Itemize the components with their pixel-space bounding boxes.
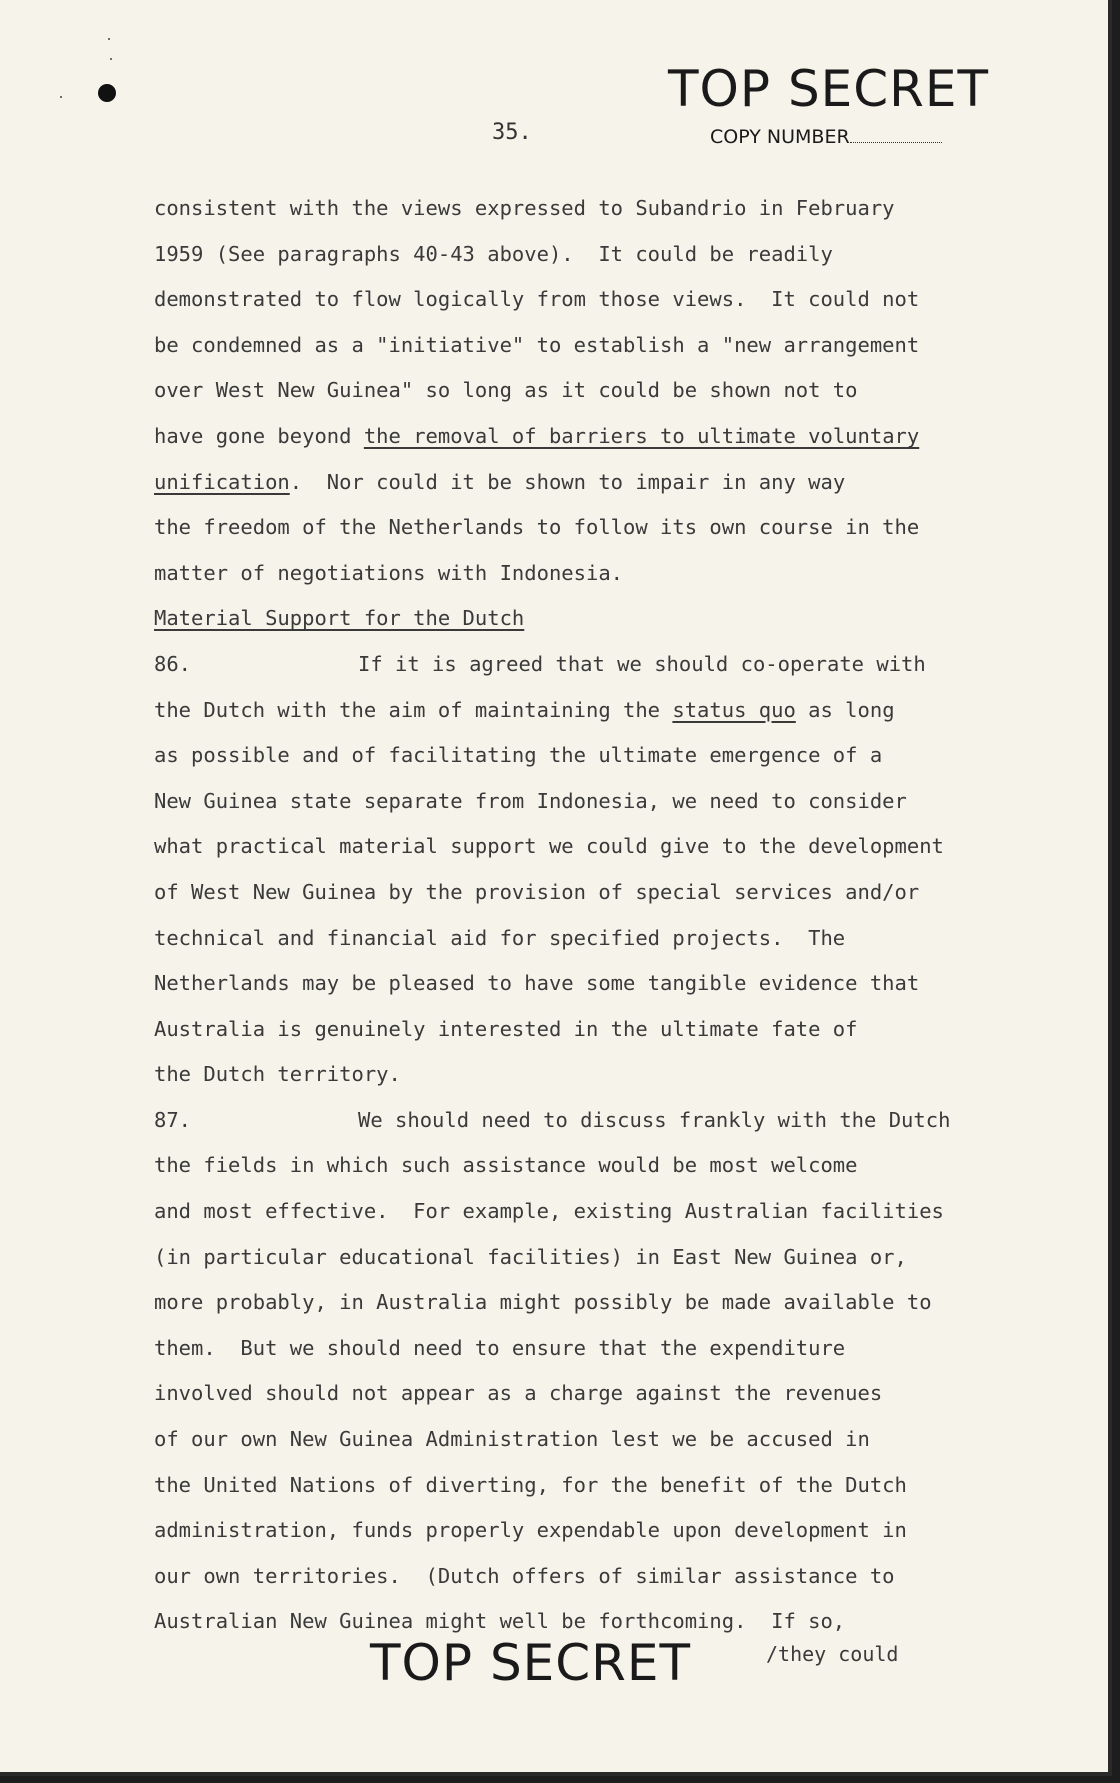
- underlined-text: Material Support for the Dutch: [154, 606, 525, 631]
- intro-paragraph: [154, 186, 1034, 642]
- text-line: and most effective. For example, existing Australian facilities: [154, 1199, 944, 1224]
- copy-number: [710, 126, 942, 148]
- para-87-text: We should need to discuss frankly with the Dutch: [358, 1107, 951, 1132]
- text-line: our own territories. (Dutch offers of similar assistance to: [154, 1563, 895, 1588]
- text-segment: the Dutch with the aim of maintaining the: [154, 697, 673, 722]
- underlined-text: unification: [154, 469, 290, 494]
- para-86-first-line: [154, 642, 1034, 688]
- copy-number-blank: [850, 142, 942, 143]
- text-line: the freedom of the Netherlands to follow its own course in the: [154, 515, 920, 540]
- page-number: 35.: [492, 120, 532, 145]
- text-line: be condemned as a "initiative" to establish a "new arrangement: [154, 332, 920, 357]
- body-text: [154, 186, 1034, 1645]
- para-86-text: If it is agreed that we should co-operate with: [358, 651, 926, 676]
- text-line: of West New Guinea by the provision of special services and/or: [154, 879, 920, 904]
- text-line: involved should not appear as a charge against the revenues: [154, 1381, 883, 1406]
- catchword: /they could: [766, 1642, 899, 1666]
- copy-number-label: COPY NUMBER: [710, 126, 850, 148]
- classification-stamp-bottom: TOP SECRET: [370, 1634, 692, 1692]
- text-segment: have gone beyond: [154, 423, 364, 448]
- text-line: consistent with the views expressed to Subandrio in February: [154, 196, 895, 220]
- text-line: Australia is genuinely interested in the ultimate fate of: [154, 1016, 858, 1041]
- text-line: over West New Guinea" so long as it could be shown not to: [154, 378, 858, 403]
- text-line: of our own New Guinea Administration lest we be accused in: [154, 1427, 870, 1452]
- text-line: the fields in which such assistance would be most welcome: [154, 1153, 858, 1178]
- punch-hole: [98, 84, 116, 102]
- text-line: administration, funds properly expendable upon development in: [154, 1518, 907, 1543]
- text-line: (in particular educational facilities) in East New Guinea or,: [154, 1244, 907, 1269]
- text-line: matter of negotiations with Indonesia.: [154, 560, 623, 585]
- text-segment: as long: [795, 697, 895, 722]
- text-line: Australian New Guinea might well be forthcoming. If so,: [154, 1609, 846, 1634]
- para-87-first-line: [154, 1098, 1034, 1144]
- paragraph-number: 87.: [154, 1107, 192, 1132]
- underlined-text: the removal of barriers to ultimate voluntary: [363, 423, 920, 448]
- text-line: demonstrated to flow logically from those views. It could not: [154, 287, 920, 312]
- text-line: what practical material support we could give to the development: [154, 834, 944, 859]
- para-86-line-2: [154, 688, 1034, 734]
- text-line: technical and financial aid for specified projects. The: [154, 925, 846, 950]
- speck: [110, 58, 112, 60]
- speck: [108, 38, 110, 40]
- text-line: them. But we should need to ensure that the expenditure: [154, 1335, 846, 1360]
- text-line: 1959 (See paragraphs 40-43 above). It could be readily: [154, 241, 833, 266]
- text-line: more probably, in Australia might possibly be made available to: [154, 1290, 932, 1315]
- text-line: New Guinea state separate from Indonesia, we need to consider: [154, 788, 907, 813]
- text-line: [154, 596, 1034, 642]
- text-line: the Dutch territory.: [154, 1062, 401, 1087]
- speck: [60, 96, 62, 98]
- text-line: [154, 414, 1034, 460]
- text-segment: . Nor could it be shown to impair in any way: [289, 469, 846, 494]
- text-line: [154, 460, 1034, 506]
- underlined-status-quo: status quo: [672, 697, 796, 722]
- paragraph-86: [154, 733, 1034, 1098]
- paragraph-87: [154, 1143, 1034, 1645]
- classification-stamp-top: TOP SECRET: [668, 60, 990, 118]
- text-line: the United Nations of diverting, for the benefit of the Dutch: [154, 1472, 907, 1497]
- paragraph-number: 86.: [154, 651, 192, 676]
- text-line: Netherlands may be pleased to have some tangible evidence that: [154, 971, 920, 996]
- text-line: as possible and of facilitating the ultimate emergence of a: [154, 743, 883, 768]
